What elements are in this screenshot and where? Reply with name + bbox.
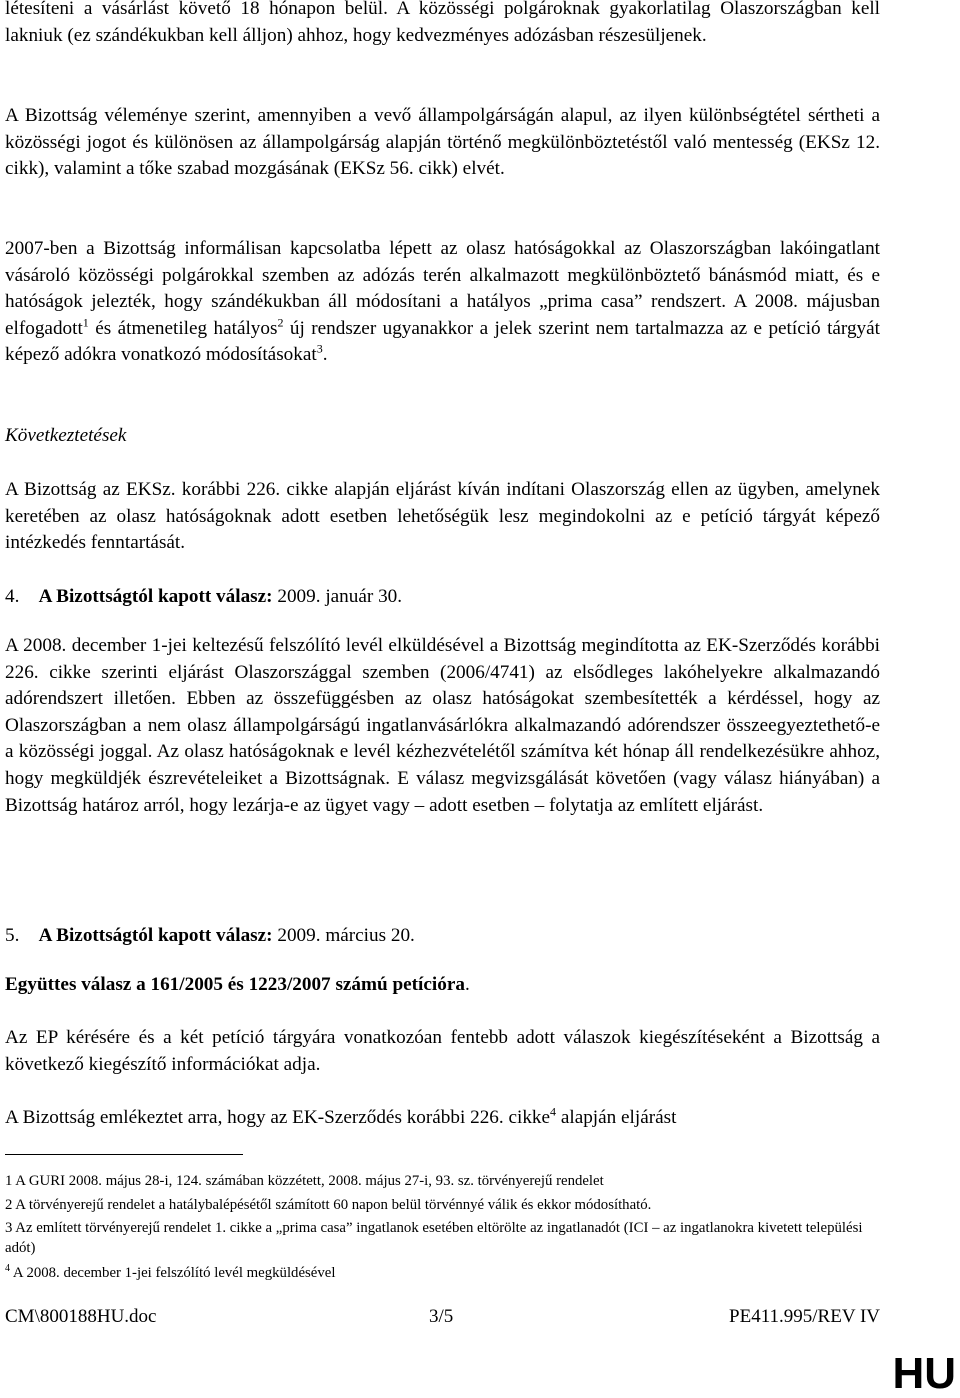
footer-doc-id: CM\800188HU.doc	[5, 1306, 157, 1327]
footer-page-number: 3/5	[429, 1306, 454, 1327]
joint-answer-heading: Együttes válasz a 161/2005 és 1223/2007 számú petícióra.	[5, 974, 470, 995]
footnote-3: 3 Az említett törvényerejű rendelet 1. cikke a „prima casa” ingatlanok esetében eltörölte az ingatlanadót (ICI – az ingatlanokra kivetett települési adót)	[5, 1220, 863, 1256]
footnote-2: 2 A törvényerejű rendelet a hatálybalépésétől számított 60 napon belül törvénnyé válik és ekkor módosítható.	[5, 1197, 652, 1213]
footnote-1: 1 A GURI 2008. május 28-i, 124. számában közzétett, 2008. május 27-i, 93. sz. törvényerejű rendelet	[5, 1173, 604, 1189]
section-4-heading: 4. A Bizottságtól kapott válasz: 2009. január 30.	[5, 586, 403, 607]
footnote-ref-2[interactable]: 2	[277, 315, 284, 330]
footnote-ref-3[interactable]: 3	[316, 341, 323, 356]
footnote-4: $^4$ A 2008. december 1-jei felszólító levél megküldésével	[5, 1263, 336, 1281]
footnote-separator	[5, 1154, 243, 1155]
section-5-heading: 5. A Bizottságtól kapott válasz: 2009. március 20.	[5, 925, 415, 946]
footnote-ref-4[interactable]: 4	[550, 1104, 557, 1119]
paragraph-conclusion: A Bizottság az EKSz. korábbi 226. cikke alapján eljárást kíván indítani Olaszország ellen az ügyben, amelynek keretében az olasz hatóságoknak adott esetben lehetőségük lesz megindokolni az e petíció tárgyát képező intézkedés fenntartását.	[5, 479, 880, 554]
paragraph-intro: létesíteni a vásárlást követő 18 hónapon belül. A közösségi polgároknak gyakorlatilag Olaszországban kell lakniuk (ez szándékukban kell álljon) ahhoz, hogy kedvezményes adózásban részesüljenek.	[5, 0, 880, 46]
language-code: HU	[892, 1349, 956, 1398]
footer-reference: PE411.995/REV IV	[729, 1306, 880, 1327]
paragraph-reminder: A Bizottság emlékeztet arra, hogy az EK-Szerződés korábbi 226. cikke$^4$ alapján eljárást	[5, 1104, 677, 1128]
paragraph-supplementary: Az EP kérésére és a két petíció tárgyára vonatkozóan fentebb adott válaszok kiegészítéseként a Bizottság a következő kiegészítő információkat adja.	[5, 1027, 880, 1075]
footnote-ref-1[interactable]: 1	[82, 315, 89, 330]
page-footer	[5, 1306, 880, 1330]
paragraph-formal-notice: A 2008. december 1-jei keltezésű felszólító levél elküldésével a Bizottság megindította az EK-Szerződés korábbi 226. cikke szerinti eljárást Olaszországgal szemben (2006/4741) az elsődleges lakóhelyekre alkalmazandó adórendszert illetően. Ebben az összefüggésben az olasz hatóságokat szembesítették a kérdéssel, hogy az Olaszországban a nem olasz állampolgárságú ingatlanvásárlókra alkalmazandó adórendszer összeegyeztethető-e a közösségi joggal. Az olasz hatóságoknak e levél kézhezvételétől számítva két hónap áll rendelkezésükre ahhoz, hogy megküldjék észrevételeiket a Bizottságnak. E válasz megvizsgálását követően (vagy válasz hiányában) a Bizottság határoz arról, hogy lezárja-e az ügyet vagy – adott esetben – folytatja az említett eljárást.	[5, 635, 880, 816]
paragraph-2007-contact: 2007-ben a Bizottság informálisan kapcsolatba lépett az olasz hatóságokkal az Olaszországban lakóingatlant vásároló közösségi polgárokkal szemben az adózás terén alkalmazott megkülönböztető bánásmód miatt, és e hatóságok jelezték, hogy szándékukban áll módosítani a hatályos „prima casa” rendszert. A 2008. májusban elfogadott$^1$ és átmenetileg hatályos$^2$ új rendszer ugyanakkor a jelek szerint nem tartalmazza az e petíció tárgyát képező adókra vonatkozó módosításokat$^3$.	[5, 238, 880, 366]
heading-conclusions: Következtetések	[5, 425, 127, 446]
paragraph-commission-opinion: A Bizottság véleménye szerint, amennyiben a vevő állampolgárságán alapul, az ilyen különbségtétel sértheti a közösségi jogot és különösen az állampolgárság alapján történő megkülönböztetéstől való mentesség (EKSz 12. cikk), valamint a tőke szabad mozgásának (EKSz 56. cikk) elvét.	[5, 105, 880, 180]
